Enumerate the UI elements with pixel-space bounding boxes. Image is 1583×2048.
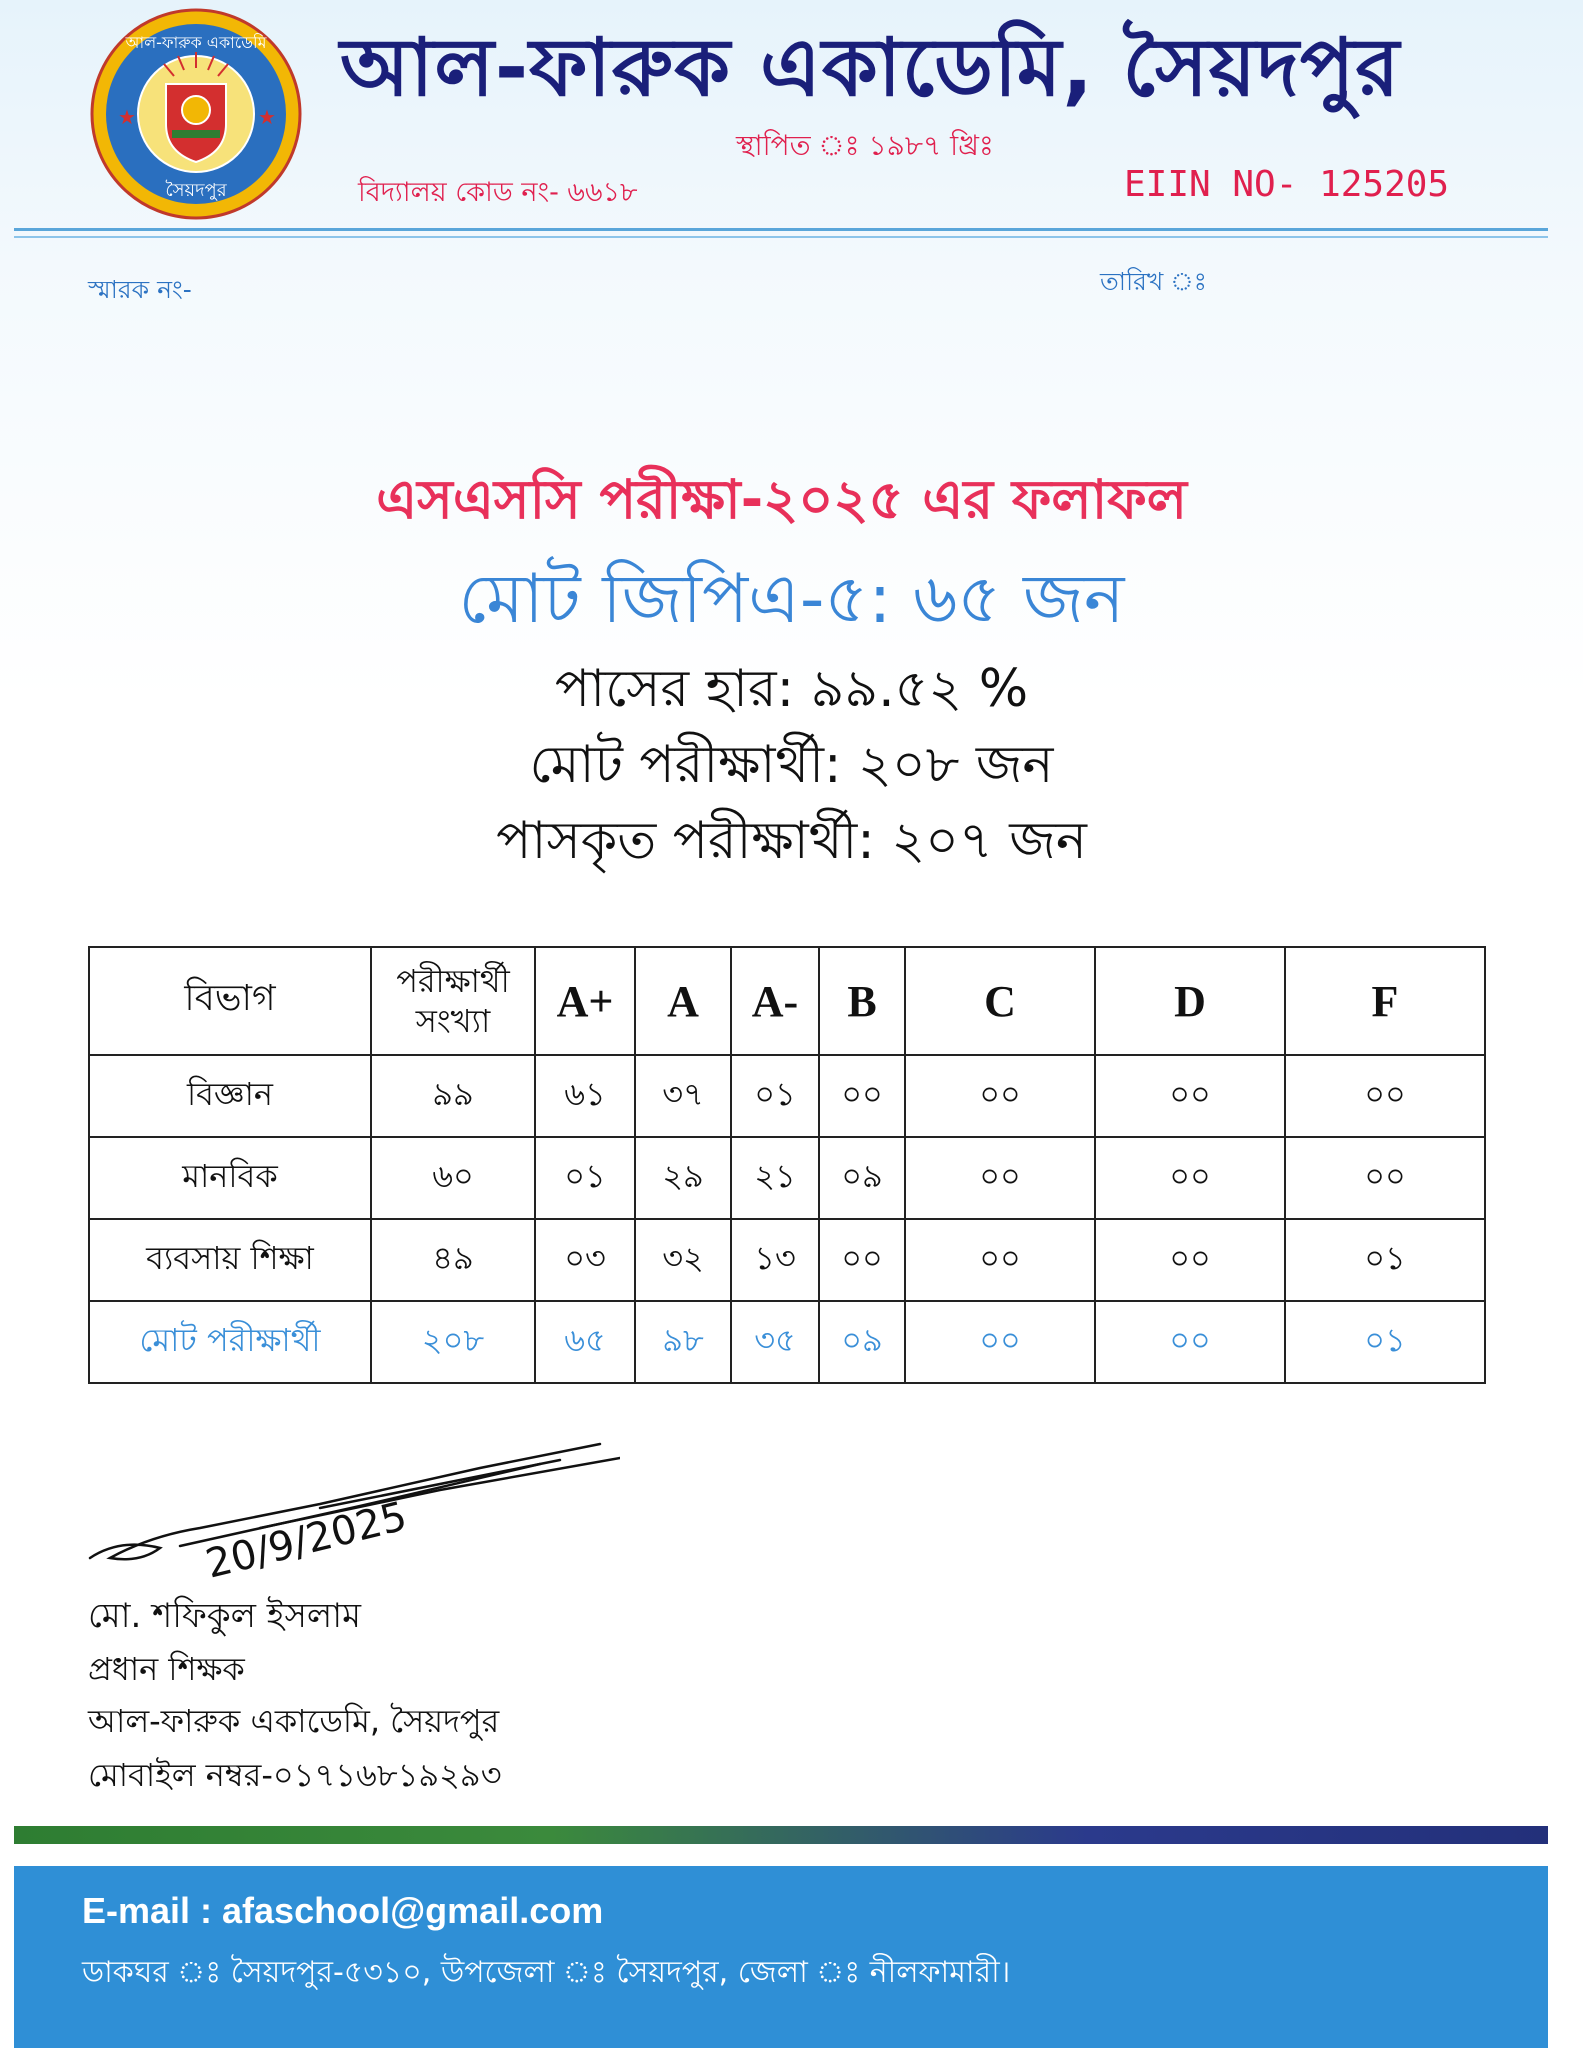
column-header: A+ (535, 947, 635, 1055)
table-cell: ০০ (819, 1219, 905, 1301)
table-row (89, 1055, 1485, 1137)
total-examinees: মোট পরীক্ষার্থী: ২০৮ জন (529, 735, 1054, 795)
footer-email: E-mail : afaschool@gmail.com (82, 1890, 604, 1931)
table-cell: ০০ (905, 1055, 1095, 1137)
table-cell: ০১ (535, 1137, 635, 1219)
table-cell: ০০ (905, 1219, 1095, 1301)
signer-school: আল-ফারুক একাডেমি, সৈয়দপুর (88, 1702, 500, 1740)
table-cell: ৯৯ (371, 1055, 535, 1137)
table-cell: ০৩ (535, 1219, 635, 1301)
column-header: A (635, 947, 731, 1055)
table-cell: ৬০ (371, 1137, 535, 1219)
column-header: B (819, 947, 905, 1055)
table-cell: ৩৭ (635, 1055, 731, 1137)
table-row (89, 1137, 1485, 1219)
svg-text:★: ★ (258, 105, 276, 129)
table-cell: ৩২ (635, 1219, 731, 1301)
footer-address: ডাকঘর ঃ সৈয়দপুর-৫৩১০, উপজেলা ঃ সৈয়দপুর, জেলা ঃ নীলফামারী। (82, 1955, 1011, 1990)
table-cell: ০০ (905, 1137, 1095, 1219)
table-cell: ০০ (819, 1055, 905, 1137)
handwritten-date: 20/9/2025 (201, 1493, 412, 1588)
table-cell: ২১ (731, 1137, 819, 1219)
result-title: এসএসসি পরীক্ষা-২০২৫ এর ফলাফল (376, 468, 1187, 531)
table-cell: ০৯ (819, 1137, 905, 1219)
table-cell: ৯৮ (635, 1301, 731, 1383)
header-rule (14, 228, 1548, 231)
logo-text-bottom: সৈয়দপুর (165, 180, 227, 201)
school-logo (88, 6, 304, 222)
table-cell: ৬১ (535, 1055, 635, 1137)
column-header: C (905, 947, 1095, 1055)
table-cell: ০০ (1095, 1055, 1285, 1137)
table-cell: ০০ (1095, 1137, 1285, 1219)
table-cell: ২৯ (635, 1137, 731, 1219)
gpa5-count: মোট জিপিএ-৫: ৬৫ জন (458, 560, 1125, 639)
established-year: স্থাপিত ঃ ১৯৮৭ খ্রিঃ (736, 129, 994, 162)
memo-label: স্মারক নং- (88, 275, 192, 304)
signature (60, 1408, 620, 1598)
school-code: বিদ্যালয় কোড নং- ৬৬১৮ (358, 177, 638, 208)
table-cell: ০০ (1095, 1219, 1285, 1301)
date-label: তারিখ ঃ (1100, 267, 1207, 296)
table-header-row (89, 947, 1485, 1055)
table-cell: ০০ (1285, 1137, 1485, 1219)
table-cell: বিজ্ঞান (89, 1055, 371, 1137)
footer-stripe (14, 1826, 1548, 1844)
signer-name: মো. শফিকুল ইসলাম (88, 1596, 361, 1636)
results-table (88, 946, 1486, 1384)
column-header: পরীক্ষার্থী সংখ্যা (371, 947, 535, 1055)
passed-examinees: পাসকৃত পরীক্ষার্থী: ২০৭ জন (496, 811, 1087, 871)
logo-text-top: আল-ফারুক একাডেমি (125, 33, 267, 52)
table-cell: ০১ (1285, 1219, 1485, 1301)
table-cell: ব্যবসায় শিক্ষা (89, 1219, 371, 1301)
table-cell: ২০৮ (371, 1301, 535, 1383)
table-cell: মানবিক (89, 1137, 371, 1219)
signer-title: প্রধান শিক্ষক (88, 1650, 245, 1688)
column-header: F (1285, 947, 1485, 1055)
table-cell: ১৩ (731, 1219, 819, 1301)
svg-text:★: ★ (118, 105, 136, 129)
column-header: A- (731, 947, 819, 1055)
header-rule-secondary (14, 236, 1548, 238)
table-cell: ৬৫ (535, 1301, 635, 1383)
table-total-row (89, 1301, 1485, 1383)
table-cell: ৪৯ (371, 1219, 535, 1301)
table-cell: ৩৫ (731, 1301, 819, 1383)
eiin-number: EIIN NO- 125205 (1124, 164, 1450, 205)
school-name: আল-ফারুক একাডেমি, সৈয়দপুর (340, 21, 1401, 114)
column-header: বিভাগ (89, 947, 371, 1055)
table-cell: মোট পরীক্ষার্থী (89, 1301, 371, 1383)
table-cell: ০০ (1095, 1301, 1285, 1383)
table-cell: ০১ (731, 1055, 819, 1137)
table-cell: ০০ (905, 1301, 1095, 1383)
signer-mobile: মোবাইল নম্বর-০১৭১৬৮১৯২৯৩ (88, 1756, 502, 1794)
table-cell: ০১ (1285, 1301, 1485, 1383)
table-cell: ০৯ (819, 1301, 905, 1383)
pass-rate: পাসের হার: ৯৯.৫২ % (554, 659, 1029, 719)
column-header: D (1095, 947, 1285, 1055)
table-row (89, 1219, 1485, 1301)
table-cell: ০০ (1285, 1055, 1485, 1137)
